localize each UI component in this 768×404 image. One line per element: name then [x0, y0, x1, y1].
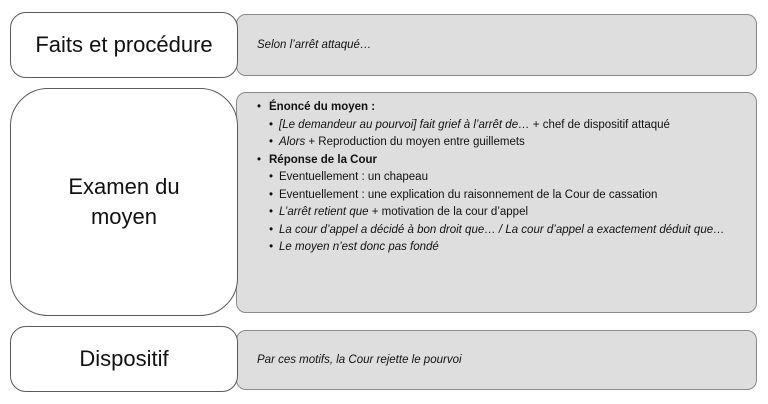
content-faits-et-procedure	[236, 14, 757, 76]
enonce-item-2-italic: Alors	[279, 136, 306, 148]
label-faits-text: Faits et procédure	[35, 32, 213, 57]
section-reponse-title: • Réponse de la Cour	[259, 153, 746, 169]
content-examen-du-moyen	[236, 92, 757, 313]
reponse-item-2: • Eventuellement : une explication du raisonnement de la Cour de cassation	[259, 188, 746, 204]
label-dispositif-text: Dispositif	[79, 346, 169, 371]
reponse-item-5: • Le moyen n’est donc pas fondé	[259, 240, 746, 256]
reponse-item-4: • La cour d’appel a décidé à bon droit que… / La cour d’appel a exactement déduit que…	[259, 223, 746, 239]
reponse-item-3-italic: L’arrêt retient que	[279, 206, 369, 218]
reponse-item-3-normal: + motivation de la cour d’appel	[368, 206, 529, 218]
dispositif-content-text: Par ces motifs, la Cour rejette le pourvoi	[257, 354, 462, 366]
section-enonce-title: • Énoncé du moyen :	[259, 100, 746, 116]
reponse-item-3	[259, 205, 746, 221]
enonce-item-1-normal: + chef de dispositif attaqué	[529, 118, 670, 131]
enonce-item-2-normal: + Reproduction du moyen entre guillemets	[305, 136, 525, 148]
reponse-item-1: • Eventuellement : un chapeau	[259, 170, 746, 186]
enonce-item-1-italic: [Le demandeur au pourvoi] fait grief à l’arrêt de…	[279, 118, 530, 131]
enonce-item-2	[259, 135, 746, 151]
enonce-item-1	[259, 118, 746, 134]
label-examen-line2: moyen	[90, 204, 158, 229]
examen-content-list	[259, 100, 746, 256]
label-dispositif	[10, 326, 238, 392]
label-examen-du-moyen	[10, 88, 238, 316]
faits-content-text: Selon l’arrêt attaqué…	[257, 39, 372, 51]
content-dispositif	[236, 330, 757, 390]
label-examen-line1: Examen du	[68, 174, 180, 199]
label-faits-et-procedure	[10, 12, 238, 78]
